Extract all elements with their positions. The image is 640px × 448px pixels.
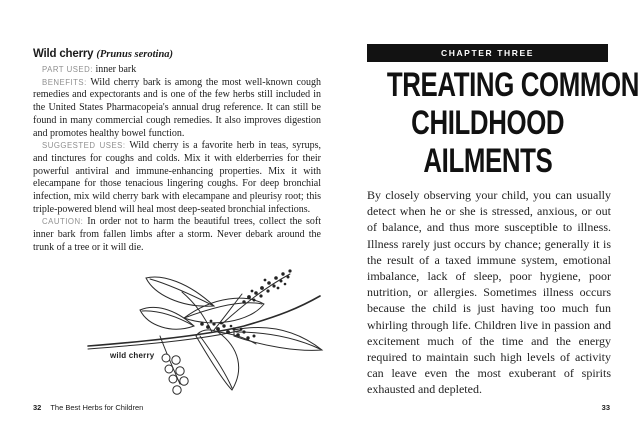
part-used-text: inner bark	[95, 64, 137, 75]
benefits-label: BENEFITS:	[42, 77, 87, 87]
chapter-title-line-1: TREATING COMMON	[386, 66, 640, 104]
illustration-caption: wild cherry	[110, 351, 155, 360]
chapter-title-line-2: CHILDHOOD	[411, 104, 565, 142]
chapter-banner	[367, 44, 608, 62]
chapter-title-line-3: AILMENTS	[423, 142, 553, 180]
wild-cherry-illustration	[84, 266, 330, 407]
chapter-title	[347, 66, 640, 180]
herb-name: Wild cherry	[33, 48, 94, 60]
wild-cherry-drawing	[84, 266, 330, 402]
flower-raceme-top	[242, 269, 291, 303]
left-page-number: 32	[33, 403, 42, 412]
paragraph-suggested-uses	[33, 140, 321, 216]
benefits-text: Wild cherry bark is among the most well-known cough remedies and expectorants and is one of the few herbs still included in the United States Pharmacopeia's annual drug reference. It can still be found in many commercial cough remedies. It also improves digestion and promotes healthy bowel function.	[33, 76, 321, 139]
chapter-banner-label: CHAPTER THREE	[440, 48, 535, 58]
left-page-text-column	[33, 43, 321, 255]
caution-label: CAUTION:	[42, 217, 84, 227]
herb-latin-name: (Prunus serotina)	[96, 49, 174, 60]
paragraph-caution	[33, 216, 321, 254]
paragraph-part-used	[33, 64, 321, 77]
paragraph-benefits	[33, 77, 321, 141]
suggested-uses-text: Wild cherry is a favorite herb in teas, syrups, and tinctures for coughs and colds. Mix it with elderberries for their powerful antiviral and immune-enhancing properties. Mix it with elecampane for those tenacious lingering coughs. For deep bronchial infection, mix wild cherry bark with elecampane and pleurisy root; this triple-powered blend will heal most deep-seated bronchial infections.	[33, 140, 321, 215]
caution-text: In order not to harm the beautiful trees, collect the soft inner bark from fallen limbs after a storm. Never debark around the trunk of a tree or it will die.	[33, 216, 322, 253]
suggested-uses-label: SUGGESTED USES:	[42, 141, 126, 151]
herb-entry-heading	[33, 43, 321, 62]
right-page-number: 33	[601, 403, 610, 412]
part-used-label: PART USED:	[42, 65, 93, 74]
book-title: The Best Herbs for Children	[50, 403, 144, 412]
left-page-footer	[33, 403, 143, 412]
chapter-intro-paragraph: By closely observing your child, you can usually detect when he or she is stressed, anxious, or out of balance, and thus more susceptible to illness. Illness rarely just occurs by chance; generally it is the result of a taxed immune system, emotional imbalance, lack of sleep, poor hygiene, poor nutrition, or allergies. Sometimes illness occurs because the child is just having too much fun whirling through life. Children live in passion and excitement much of the time and the energy required to maintain such high levels of activity can leave even the most exuberant of spirits exhausted and depleted.	[367, 188, 611, 397]
